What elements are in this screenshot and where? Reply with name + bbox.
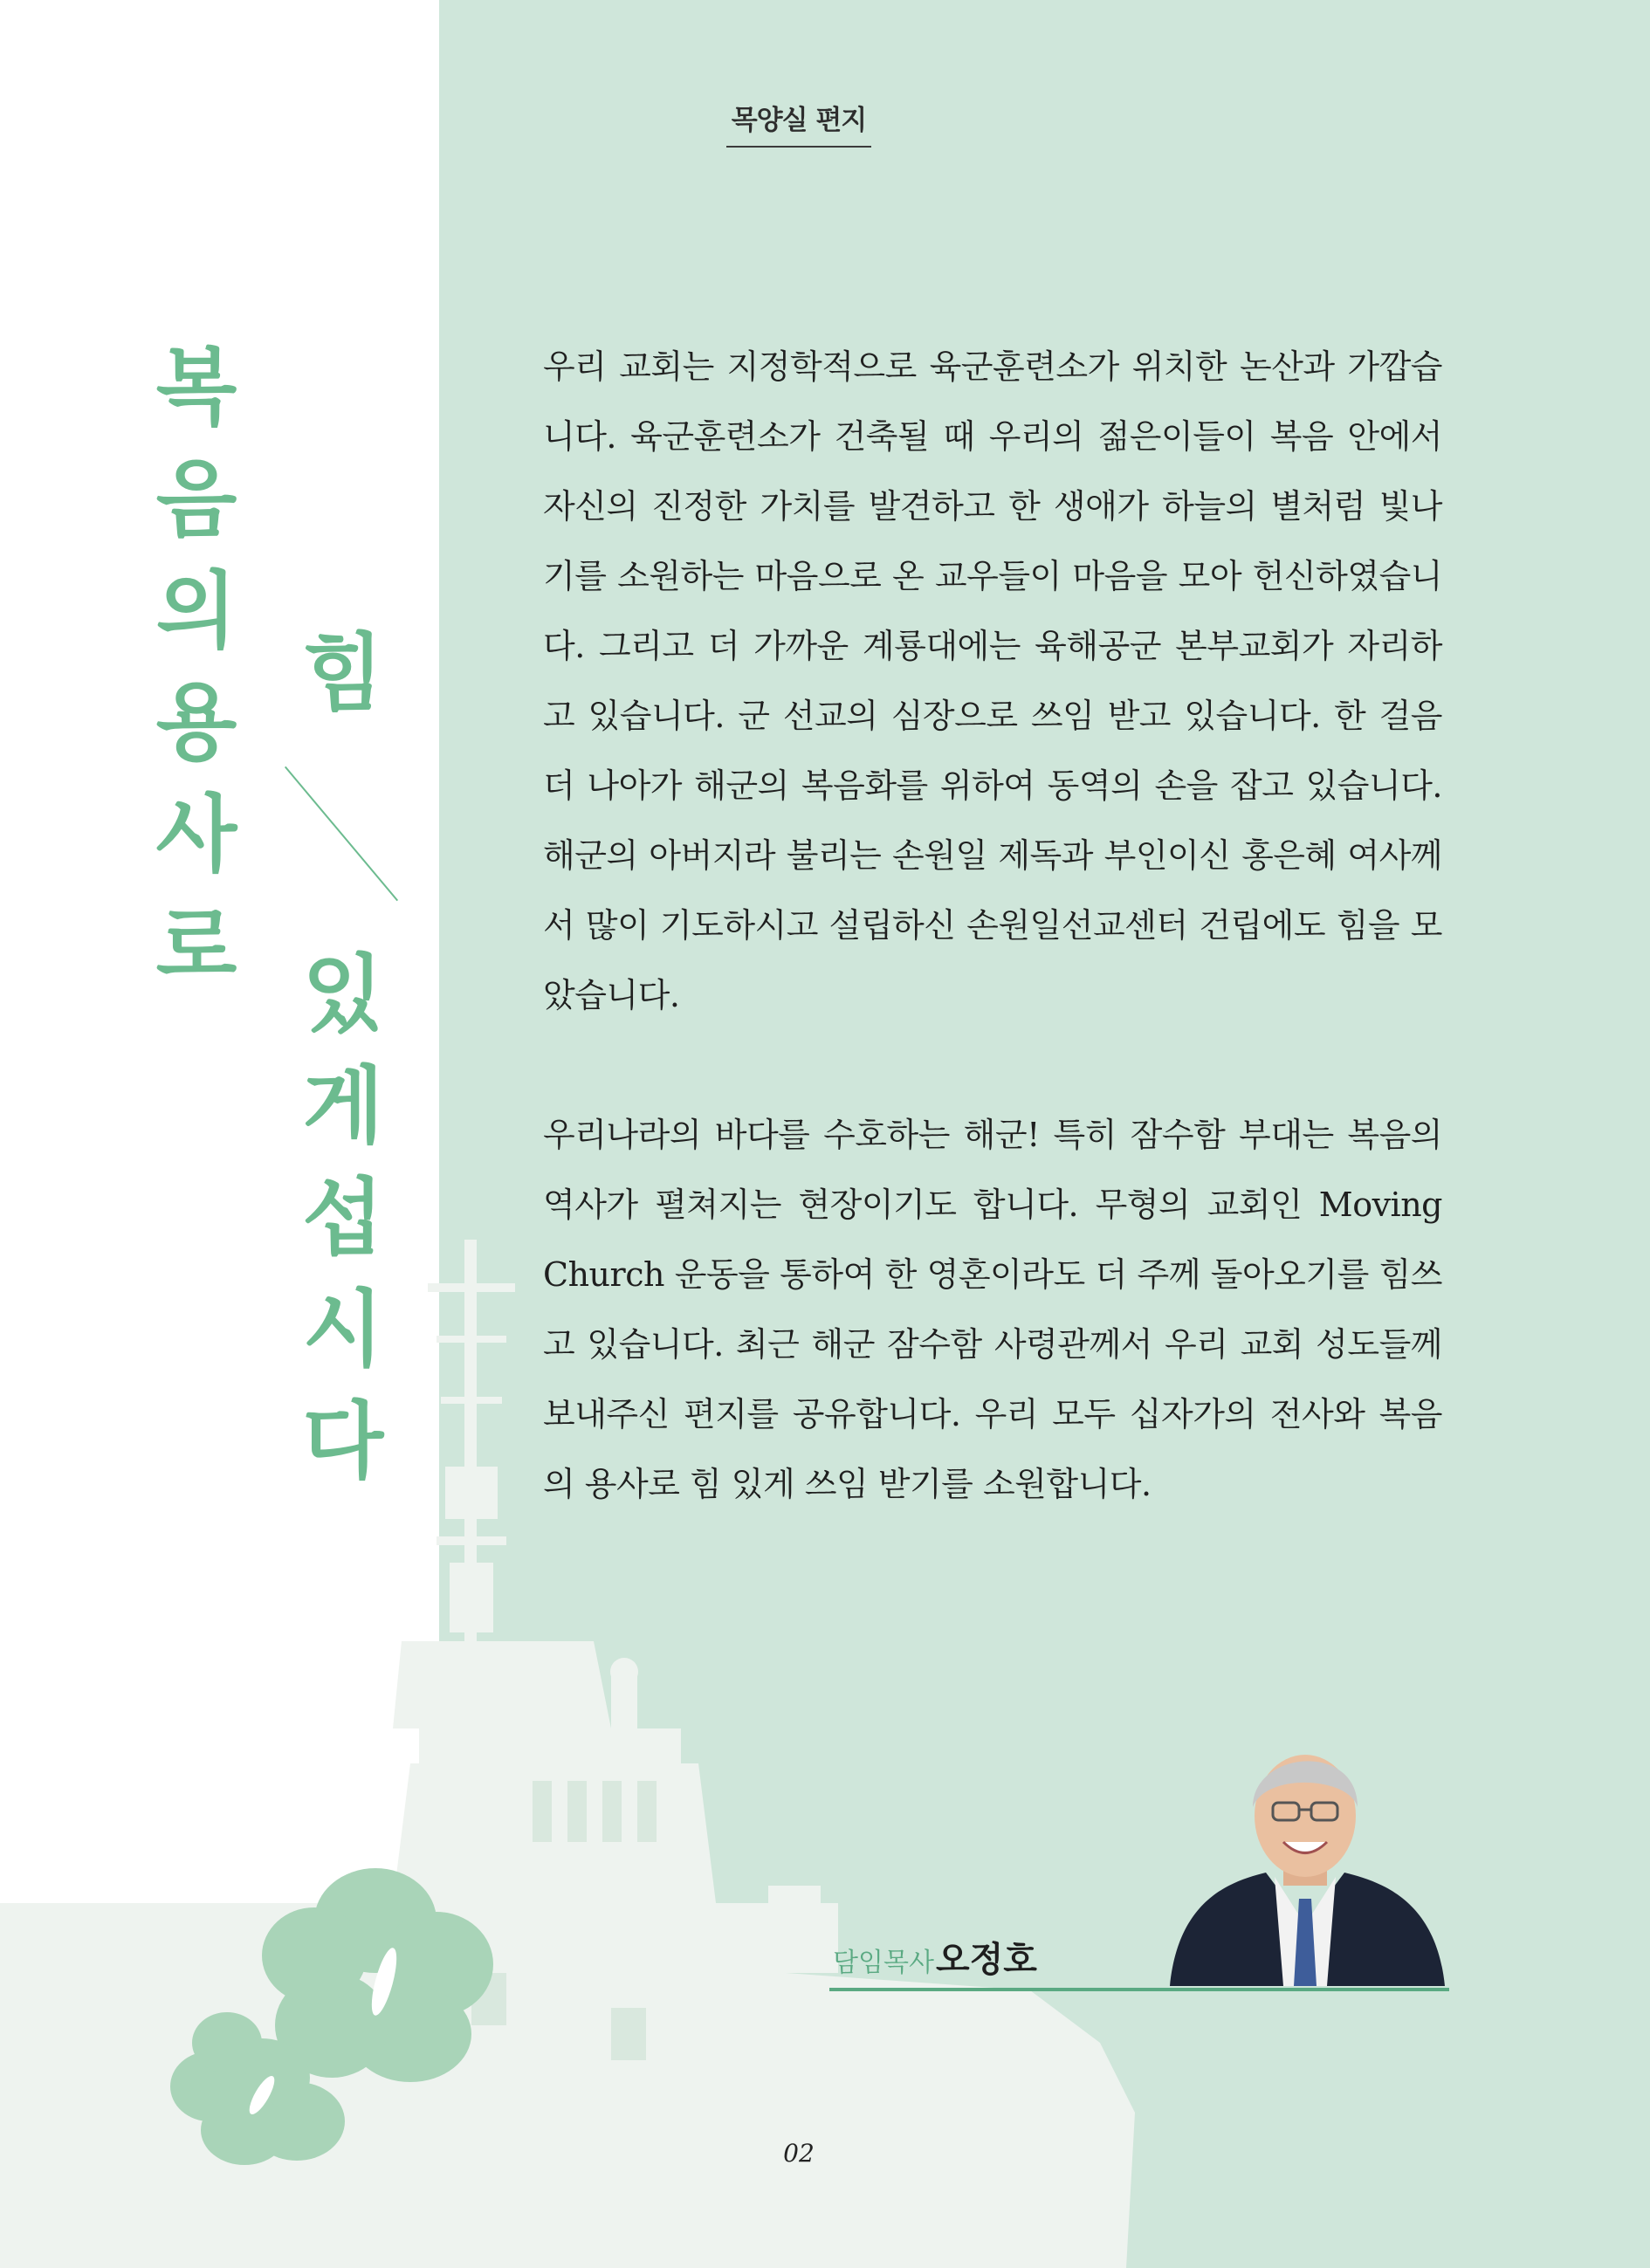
signature-block (829, 1925, 1449, 1991)
page-number: 02 (783, 2139, 815, 2168)
title-char: 있 (302, 945, 384, 1043)
title-char: 용 (155, 673, 237, 772)
signature-role: 담임목사 (833, 1948, 934, 1978)
body-paragraph: 우리나라의 바다를 수호하는 해군! 특히 잠수함 부대는 복음의 역사가 펼쳐지는 현장이기도 합니다. 무형의 교회인 Moving Church 운동을 통하여 한 영혼이라도 더 주께 돌아오기를 힘쓰고 있습니다. 최근 해군 잠수함 사령관께서 우리 교회 성도들께 보내주신 편지를 공유합니다. 우리 모두 십자가의 전사와 복음의 용사로 힘 있게 쓰임 받기를 소원합니다. (543, 1116, 1442, 1503)
letter-body (543, 332, 1442, 1589)
title-char: 다 (302, 1392, 384, 1490)
title-char: 섭 (302, 1168, 384, 1267)
title-char: 복 (155, 338, 237, 436)
title-char: 힘 (302, 623, 384, 722)
vertical-title-column-2 (295, 617, 391, 1497)
body-paragraph: 우리 교회는 지정학적으로 육군훈련소가 위치한 논산과 가깝습니다. 육군훈련소가 건축될 때 우리의 젊은이들이 복음 안에서 자신의 진정한 가치를 발견하고 한 생애가 하늘의 별처럼 빛나기를 소원하는 마음으로 온 교우들이 마음을 모아 헌신하였습니다. 그리고 더 가까운 계룡대에는 육해공군 본부교회가 자리하고 있습니다. 군 선교의 심장으로 쓰임 받고 있습니다. 한 걸음 더 나아가 해군의 복음화를 위하여 동역의 손을 잡고 있습니다. 해군의 아버지라 불리는 손원일 제독과 부인이신 홍은혜 여사께서 많이 기도하시고 설립하신 손원일선교센터 건립에도 힘을 모았습니다. (543, 347, 1442, 1014)
section-label: 목양실 편지 (726, 98, 871, 148)
title-char: 사 (155, 785, 237, 883)
vertical-title-column-1 (148, 332, 244, 1002)
title-char: 게 (302, 1056, 384, 1155)
title-char: 의 (155, 561, 237, 660)
title-char: 시 (302, 1280, 384, 1378)
title-slash-divider (295, 729, 391, 938)
title-char: 음 (155, 450, 237, 548)
signature-name: 오정호 (936, 1940, 1037, 1980)
title-char: 로 (155, 897, 237, 995)
